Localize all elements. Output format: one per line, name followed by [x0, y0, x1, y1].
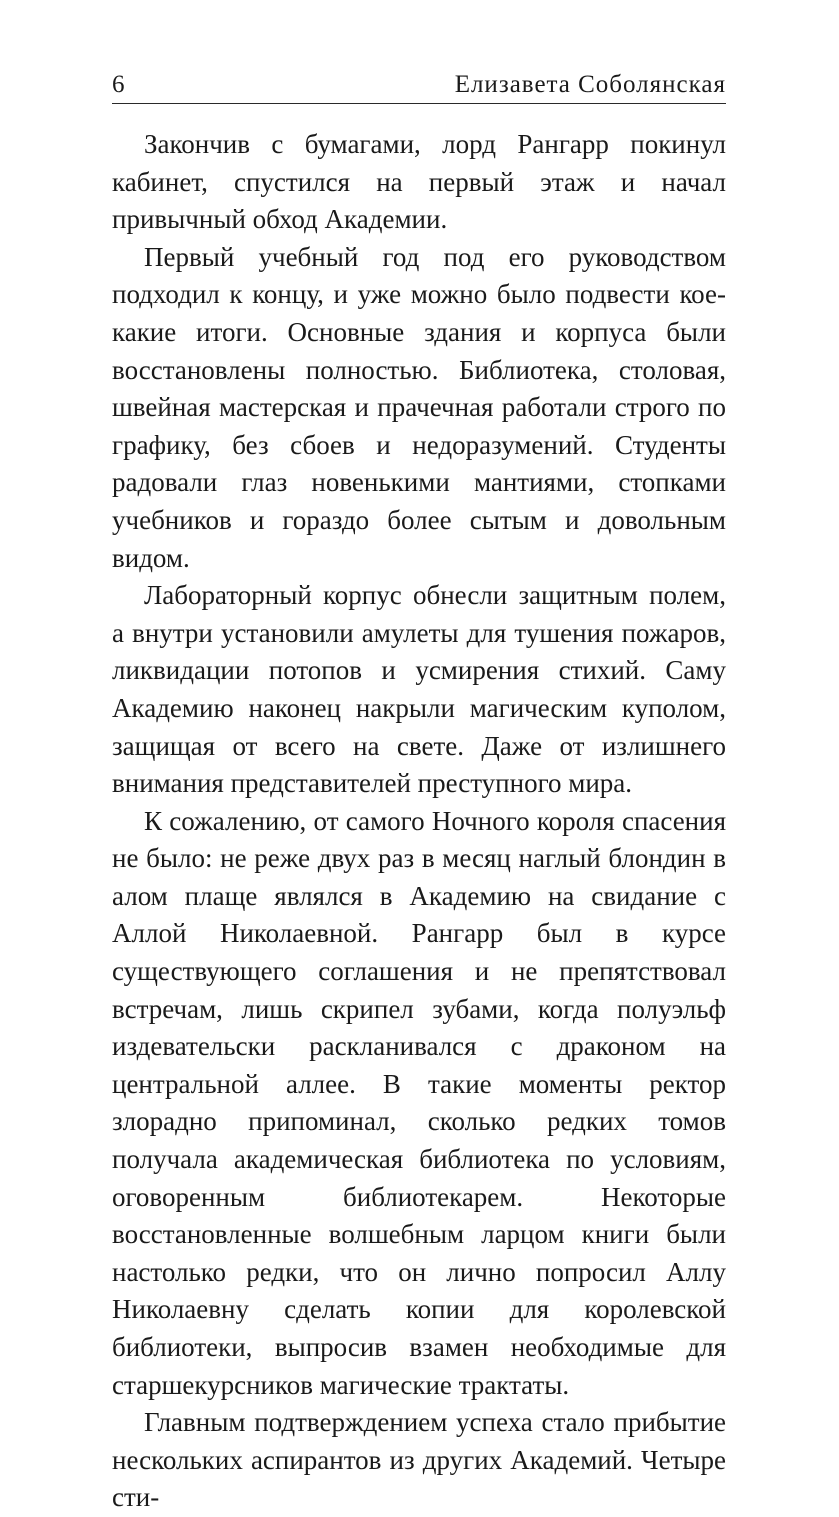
page-number: 6: [112, 71, 125, 98]
page-header: [112, 64, 726, 104]
book-page: [112, 0, 726, 1513]
paragraph-5: Главным подтверждением успеха стало прибытие нескольких аспирантов из других Академий. Четыре сти-: [112, 1407, 726, 1513]
body-text: [112, 126, 726, 1517]
paragraph-2: Первый учебный год под его руководством подходил к концу, и уже можно было подвести кое-какие итоги. Основные здания и корпуса были восстановлены полностью. Библиотека, столовая, швейная мастерская и прачечная работали строго по графику, без сбоев и недоразумений. Студенты радовали глаз новенькими мантиями, стопками учебников и гораздо более сытым и довольным видом.: [112, 241, 726, 573]
paragraph-1: Закончив с бумагами, лорд Рангарр покинул кабинет, спустился на первый этаж и начал привычный обход Академии.: [112, 129, 726, 235]
paragraph-3: Лабораторный корпус обнесли защитным полем, а внутри установили амулеты для тушения пожаров, ликвидации потопов и усмирения стихий. Саму Академию наконец накрыли магическим куполом, защищая от всего на свете. Даже от излишнего внимания представителей преступного мира.: [112, 580, 726, 799]
running-title-author: Елизавета Соболянская: [454, 71, 726, 98]
paragraph-4: К сожалению, от самого Ночного короля спасения не было: не реже двух раз в месяц наглый блондин в алом плаще являлся в Академию на свидание с Аллой Николаевной. Рангарр был в курсе существующего соглашения и не препятствовал встречам, лишь скрипел зубами, когда полуэльф издевательски раскланивался с драконом на центральной аллее. В такие моменты ректор злорадно припоминал, сколько редких томов получала академическая библиотека по условиям, оговоренным библиотекарем. Некоторые восстановленные волшебным ларцом книги были настолько редки, что он лично попросил Аллу Николаевну сделать копии для королевской библиотеки, выпросив взамен необходимые для старшекурсников магические трактаты.: [112, 805, 726, 1400]
